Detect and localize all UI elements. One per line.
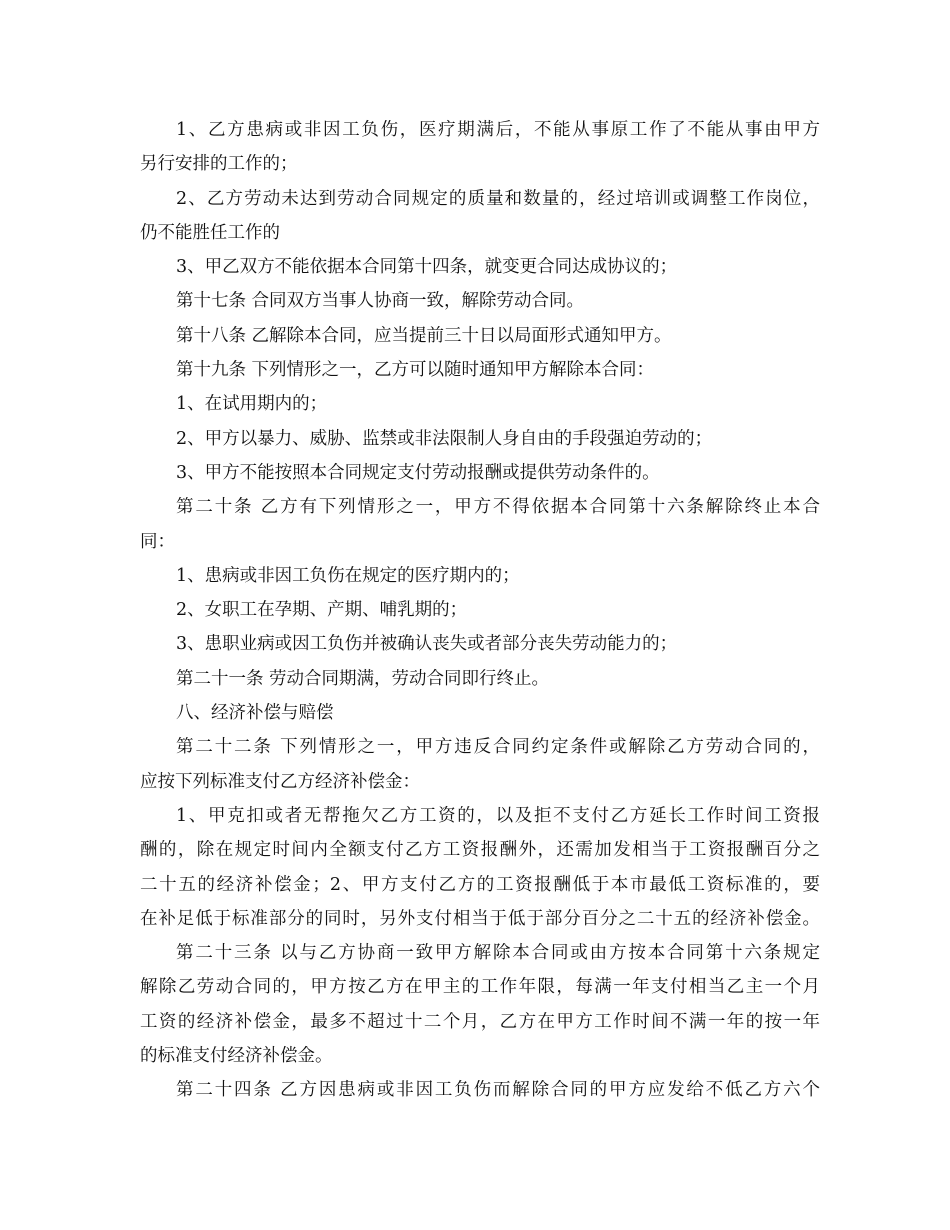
article-24: 第二十四条 乙方因患病或非因工负伤而解除合同的甲方应发给不低乙方六个 — [176, 1080, 820, 1101]
text-line: 2、乙方劳动未达到劳动合同规定的质量和数量的，经过培训或调整工作岗位， — [176, 188, 820, 209]
text-line: 解除乙劳动合同的，甲方按乙方在甲主的工作年限，每满一年支付相当乙主一个月 — [140, 977, 820, 998]
document-body — [140, 113, 820, 1108]
text-line: 1、乙方患病或非因工负伤，医疗期满后，不能从事原工作了不能从事由甲方 — [176, 120, 820, 140]
list-item: 3、甲方不能按照本合同规定支付劳动报酬或提供劳动条件的。 — [176, 462, 660, 483]
text-line: 另行安排的工作的； — [140, 154, 298, 175]
article-21: 第二十一条 劳动合同期满，劳动合同即行终止。 — [176, 668, 550, 689]
text-line: 应按下列标准支付乙方经济补偿金： — [140, 771, 420, 792]
section-heading: 八、经济补偿与赔偿 — [176, 703, 334, 724]
list-item: 1、甲克扣或者无帮拖欠乙方工资的，以及拒不支付乙方延长工作时间工资报 — [176, 805, 820, 826]
list-item: 3、患职业病或因工负伤并被确认丧失或者部分丧失劳动能力的； — [176, 634, 678, 655]
article-17: 第十七条 合同双方当事人协商一致，解除劳动合同。 — [176, 291, 585, 312]
text-line: 同： — [140, 531, 175, 552]
article-18: 第十八条 乙解除本合同，应当提前三十日以局面形式通知甲方。 — [176, 325, 672, 346]
list-item: 2、甲方以暴力、威胁、监禁或非法限制人身自由的手段强迫劳动的； — [176, 428, 713, 449]
article-20: 第二十条 乙方有下列情形之一，甲方不得依据本合同第十六条解除终止本合 — [176, 497, 820, 518]
text-line: 工资的经济补偿金，最多不超过十二个月，乙方在甲方工作时间不满一年的按一年 — [140, 1011, 820, 1032]
text-line: 仍不能胜任工作的 — [140, 222, 280, 243]
text-line: 的标准支付经济补偿金。 — [140, 1046, 333, 1067]
text-line: 二十五的经济补偿金；2、甲方支付乙方的工资报酬低于本市最低工资标准的，要 — [140, 874, 820, 895]
text-line: 在补足低于标准部分的同时，另外支付相当于低于部分百分之二十五的经济补偿金。 — [140, 908, 820, 929]
article-19: 第十九条 下列情形之一，乙方可以随时通知甲方解除本合同： — [176, 360, 655, 381]
article-22: 第二十二条 下列情形之一，甲方违反合同约定条件或解除乙方劳动合同的， — [176, 737, 820, 758]
article-23: 第二十三条 以与乙方协商一致甲方解除本合同或由方按本合同第十六条规定 — [176, 943, 820, 964]
text-line: 3、甲乙双方不能依据本合同第十四条，就变更合同达成协议的； — [176, 257, 678, 278]
list-item: 1、在试用期内的； — [176, 394, 328, 415]
text-line: 酬的，除在规定时间内全额支付乙方工资报酬外，还需加发相当于工资报酬百分之 — [140, 840, 820, 861]
list-item: 2、女职工在孕期、产期、哺乳期的； — [176, 600, 468, 621]
list-item: 1、患病或非因工负伤在规定的医疗期内的； — [176, 565, 520, 586]
